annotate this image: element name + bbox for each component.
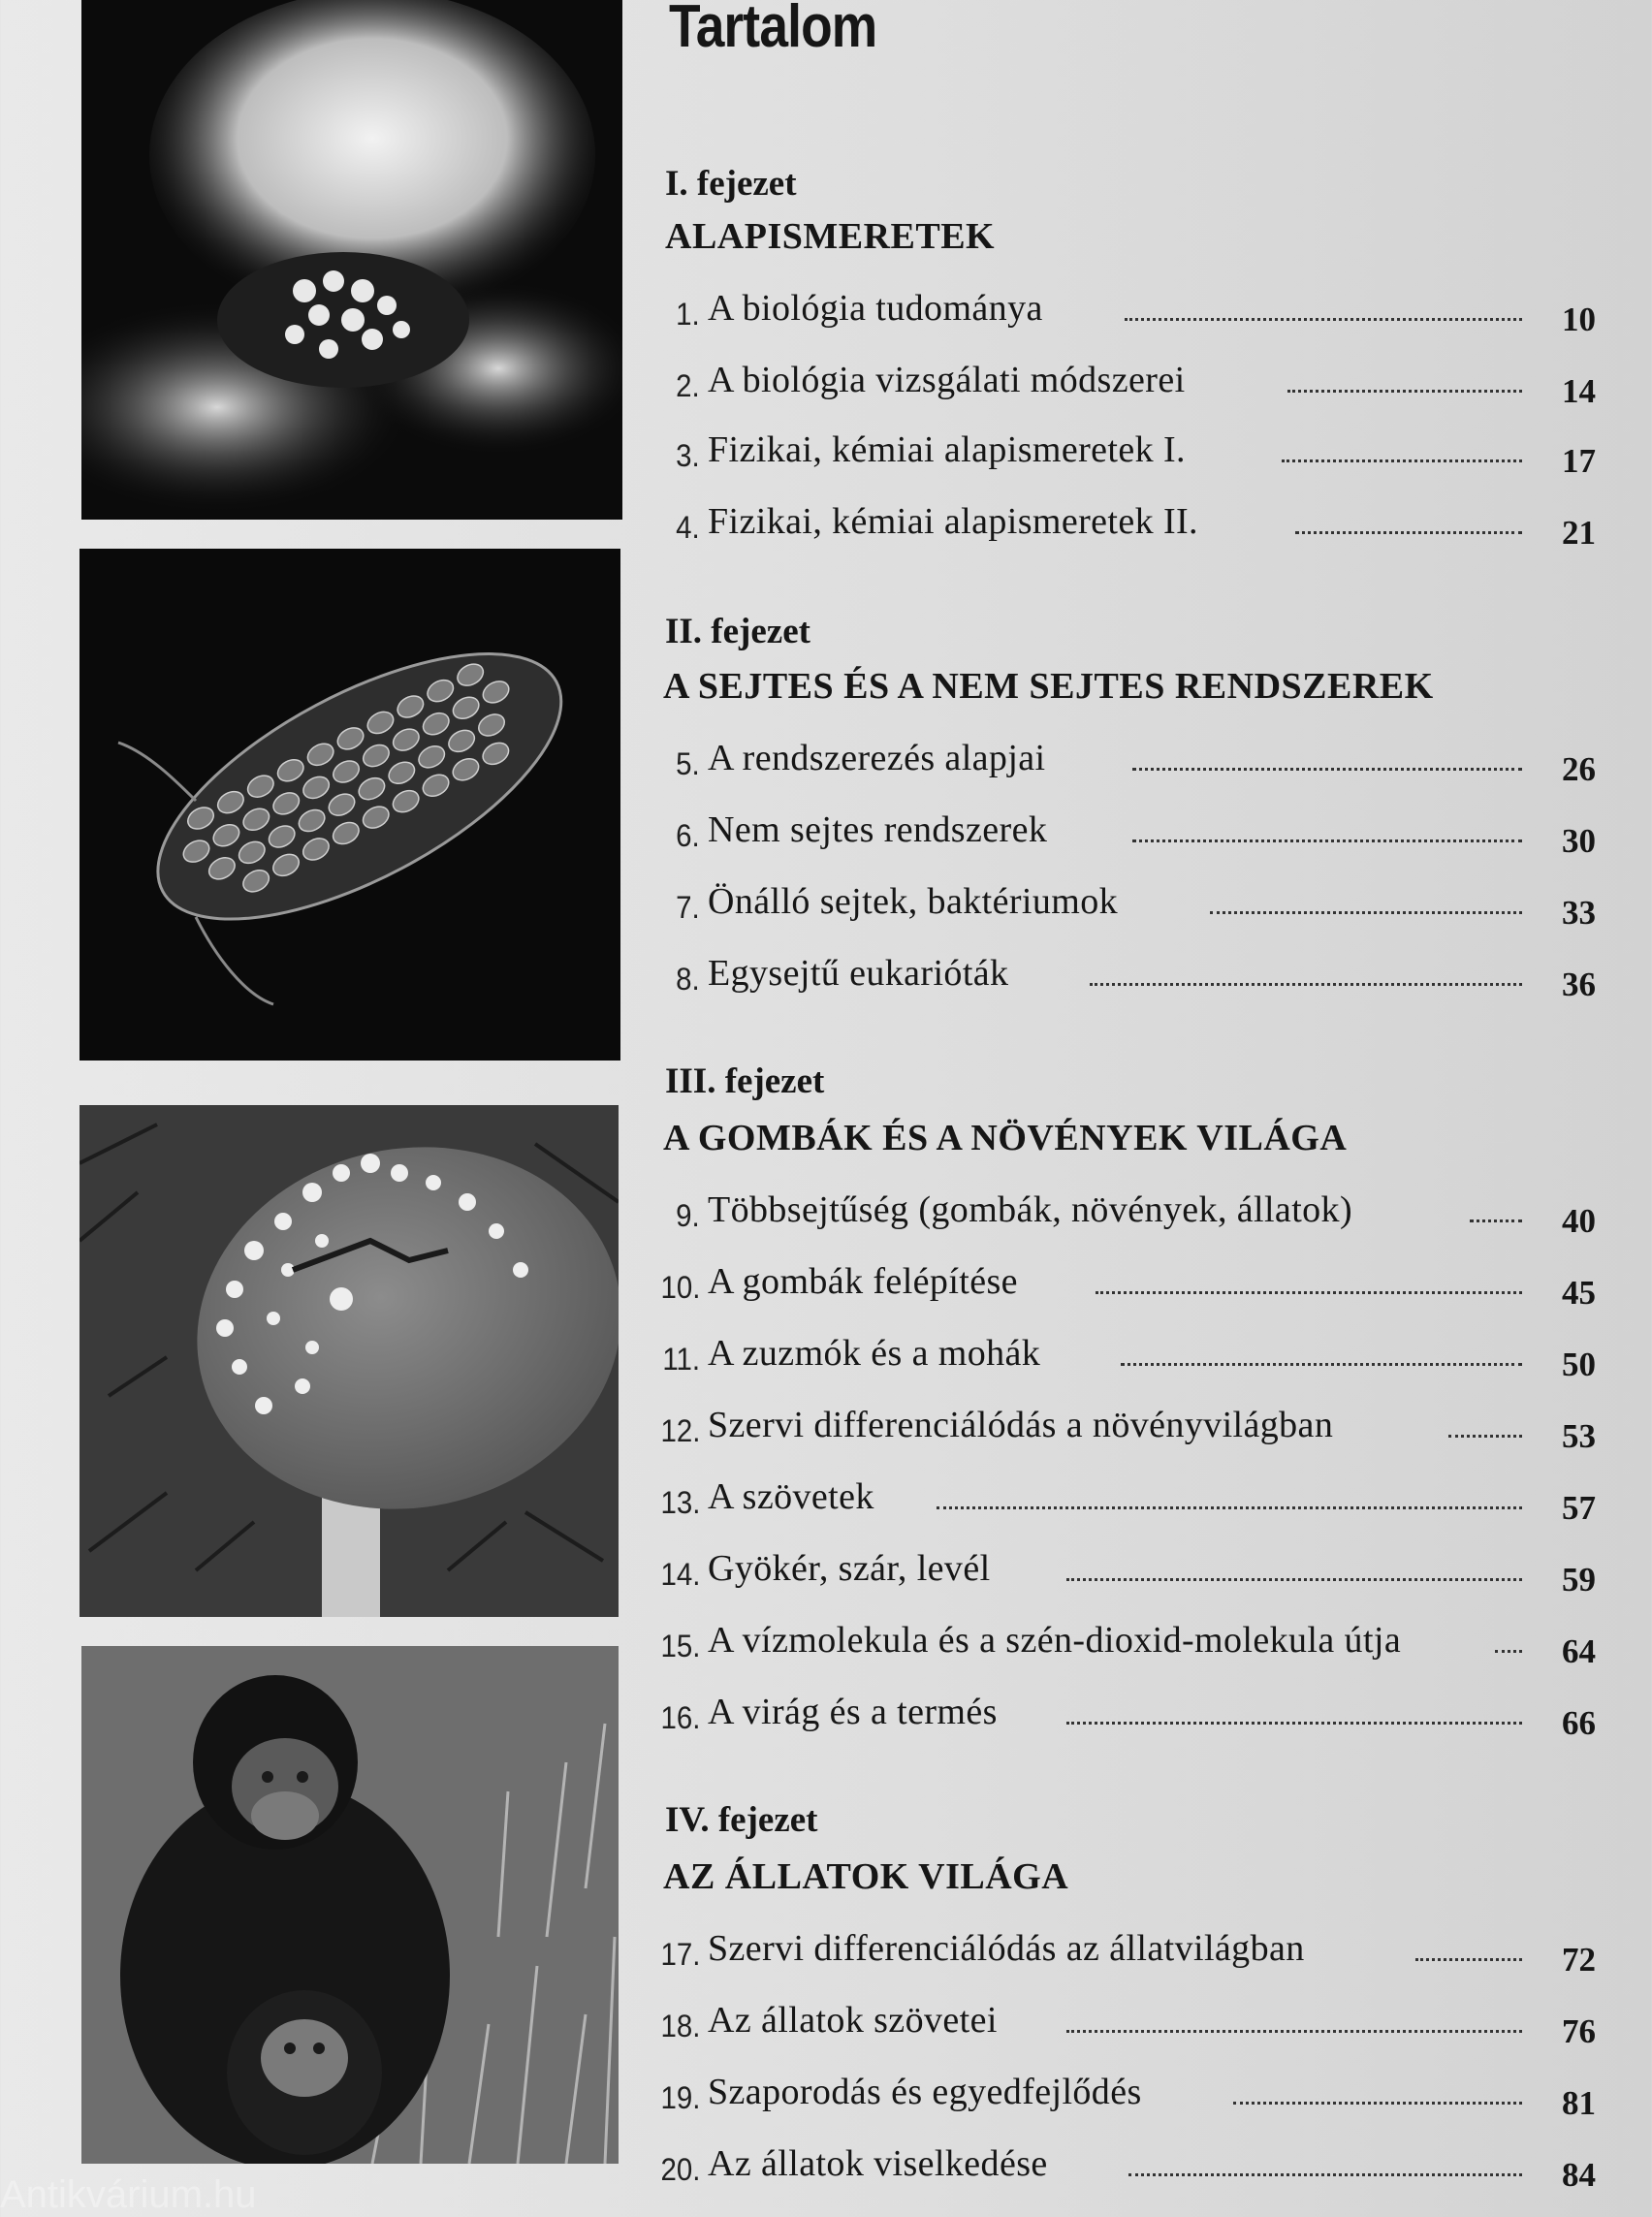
lesson-title: Önálló sejtek, baktériumok bbox=[708, 881, 1119, 922]
lesson-number: 12. bbox=[660, 1413, 700, 1448]
toc-entry[interactable] bbox=[659, 952, 1596, 1002]
page-number: 26 bbox=[1562, 750, 1596, 788]
lesson-title: A gombák felépítése bbox=[708, 1261, 1018, 1302]
lesson-number: 13. bbox=[660, 1485, 700, 1520]
toc-entry[interactable] bbox=[659, 1547, 1596, 1598]
lesson-number: 15. bbox=[660, 1629, 700, 1663]
lesson-title: Gyökér, szár, levél bbox=[708, 1548, 991, 1589]
dot-leader bbox=[1132, 764, 1522, 771]
dot-leader bbox=[1125, 314, 1522, 321]
lesson-number: 11. bbox=[662, 1342, 700, 1377]
chimpanzee-mother-and-baby-photo bbox=[81, 1646, 619, 2164]
lesson-title: Fizikai, kémiai alapismeretek II. bbox=[708, 501, 1198, 542]
chapter-title: A GOMBÁK ÉS A NÖVÉNYEK VILÁGA bbox=[663, 1118, 1348, 1158]
page-number: 14 bbox=[1562, 372, 1596, 410]
toc-entry[interactable] bbox=[659, 287, 1596, 337]
dot-leader bbox=[1121, 1359, 1522, 1366]
dot-leader bbox=[1495, 1646, 1522, 1653]
lesson-number: 20. bbox=[660, 2152, 700, 2187]
lesson-number: 10. bbox=[660, 1270, 700, 1305]
lesson-number: 7. bbox=[676, 890, 700, 925]
toc-entry[interactable] bbox=[659, 2142, 1596, 2193]
chapter-title: AZ ÁLLATOK VILÁGA bbox=[663, 1856, 1069, 1897]
lesson-title: A szövetek bbox=[708, 1476, 874, 1517]
lesson-title: Fizikai, kémiai alapismeretek I. bbox=[708, 429, 1186, 470]
lesson-title: Szaporodás és egyedfejlődés bbox=[708, 2072, 1142, 2112]
dot-leader bbox=[1470, 1216, 1522, 1222]
toc-entry[interactable] bbox=[659, 1188, 1596, 1239]
page-number: 50 bbox=[1562, 1346, 1596, 1383]
page-number: 72 bbox=[1562, 1941, 1596, 1979]
chapter-number: II. fejezet bbox=[665, 612, 810, 651]
page-number: 45 bbox=[1562, 1274, 1596, 1312]
toc-entry[interactable] bbox=[659, 2071, 1596, 2121]
dot-leader bbox=[1090, 979, 1522, 986]
toc-entry[interactable] bbox=[659, 1619, 1596, 1669]
toc-entry[interactable] bbox=[659, 500, 1596, 551]
page-number: 76 bbox=[1562, 2012, 1596, 2050]
fly-agaric-mushroom-photo bbox=[79, 1105, 619, 1617]
page-title: Tartalom bbox=[669, 0, 877, 60]
lesson-number: 2. bbox=[676, 368, 700, 403]
lesson-title: Az állatok viselkedése bbox=[708, 2143, 1048, 2184]
dot-leader bbox=[1066, 2026, 1522, 2033]
page-number: 33 bbox=[1562, 894, 1596, 932]
chapter-title: ALAPISMERETEK bbox=[665, 216, 996, 257]
lesson-title: Egysejtű eukarióták bbox=[708, 953, 1009, 994]
dot-leader bbox=[1096, 1287, 1522, 1294]
dot-leader bbox=[1066, 1574, 1522, 1581]
lesson-number: 4. bbox=[676, 510, 700, 545]
lesson-number: 16. bbox=[660, 1700, 700, 1735]
lesson-title: A biológia tudománya bbox=[708, 288, 1043, 329]
page-number: 36 bbox=[1562, 966, 1596, 1003]
page-number: 17 bbox=[1562, 442, 1596, 480]
dot-leader bbox=[937, 1503, 1522, 1509]
page-number: 84 bbox=[1562, 2156, 1596, 2194]
page-number: 21 bbox=[1562, 514, 1596, 552]
page-number: 40 bbox=[1562, 1202, 1596, 1240]
lesson-number: 18. bbox=[660, 2009, 700, 2043]
dot-leader bbox=[1210, 907, 1522, 914]
dot-leader bbox=[1132, 836, 1522, 842]
lesson-number: 17. bbox=[660, 1937, 700, 1972]
toc-entry[interactable] bbox=[659, 1404, 1596, 1454]
chapter-title: A SEJTES ÉS A NEM SEJTES RENDSZEREK bbox=[663, 666, 1434, 707]
dry-ice-fog-photo bbox=[81, 0, 622, 520]
lesson-number: 14. bbox=[660, 1557, 700, 1592]
lesson-number: 6. bbox=[676, 818, 700, 853]
corn-cob-photo bbox=[79, 549, 620, 1061]
toc-entry[interactable] bbox=[659, 737, 1596, 787]
lesson-number: 3. bbox=[676, 438, 700, 473]
lesson-title: A virág és a termés bbox=[708, 1692, 998, 1732]
dot-leader bbox=[1233, 2098, 1522, 2105]
lesson-number: 1. bbox=[676, 297, 700, 332]
toc-entry[interactable] bbox=[659, 1691, 1596, 1741]
page-number: 59 bbox=[1562, 1561, 1596, 1599]
lesson-number: 8. bbox=[676, 962, 700, 997]
page-number: 53 bbox=[1562, 1417, 1596, 1455]
page-number: 57 bbox=[1562, 1489, 1596, 1527]
toc-entry[interactable] bbox=[659, 428, 1596, 479]
chapter-number: III. fejezet bbox=[665, 1061, 825, 1101]
lesson-title: Szervi differenciálódás a növényvilágban bbox=[708, 1405, 1334, 1445]
toc-entry[interactable] bbox=[659, 808, 1596, 859]
dot-leader bbox=[1287, 386, 1522, 393]
chapter-number: I. fejezet bbox=[665, 164, 797, 204]
toc-entry[interactable] bbox=[659, 1999, 1596, 2049]
lesson-title: Nem sejtes rendszerek bbox=[708, 809, 1048, 850]
page-number: 10 bbox=[1562, 301, 1596, 338]
toc-entry[interactable] bbox=[659, 1332, 1596, 1382]
lesson-title: A rendszerezés alapjai bbox=[708, 738, 1046, 778]
toc-entry[interactable] bbox=[659, 880, 1596, 931]
page-number: 64 bbox=[1562, 1632, 1596, 1670]
lesson-number: 9. bbox=[676, 1198, 700, 1233]
chapter-number: IV. fejezet bbox=[665, 1800, 818, 1840]
watermark-text: Antikvárium.hu bbox=[0, 2173, 257, 2216]
dot-leader bbox=[1295, 527, 1522, 534]
lesson-number: 5. bbox=[676, 746, 700, 781]
lesson-title: A zuzmók és a mohák bbox=[708, 1333, 1041, 1374]
toc-entry[interactable] bbox=[659, 1475, 1596, 1526]
page-number: 30 bbox=[1562, 822, 1596, 860]
dot-leader bbox=[1415, 1954, 1522, 1961]
dot-leader bbox=[1282, 456, 1522, 462]
lesson-title: A biológia vizsgálati módszerei bbox=[708, 360, 1186, 400]
lesson-title: A vízmolekula és a szén-dioxid-molekula útja bbox=[708, 1620, 1402, 1661]
page-number: 66 bbox=[1562, 1704, 1596, 1742]
lesson-title: Szervi differenciálódás az állatvilágban bbox=[708, 1928, 1305, 1969]
dot-leader bbox=[1066, 1718, 1522, 1725]
page-number: 81 bbox=[1562, 2084, 1596, 2122]
toc-entry[interactable] bbox=[659, 359, 1596, 409]
dot-leader bbox=[1128, 2169, 1522, 2176]
dot-leader bbox=[1448, 1431, 1522, 1438]
toc-entry[interactable] bbox=[659, 1927, 1596, 1978]
lesson-title: Az állatok szövetei bbox=[708, 2000, 998, 2041]
lesson-number: 19. bbox=[660, 2080, 700, 2115]
toc-entry[interactable] bbox=[659, 1260, 1596, 1311]
lesson-title: Többsejtűség (gombák, növények, állatok) bbox=[708, 1189, 1353, 1230]
